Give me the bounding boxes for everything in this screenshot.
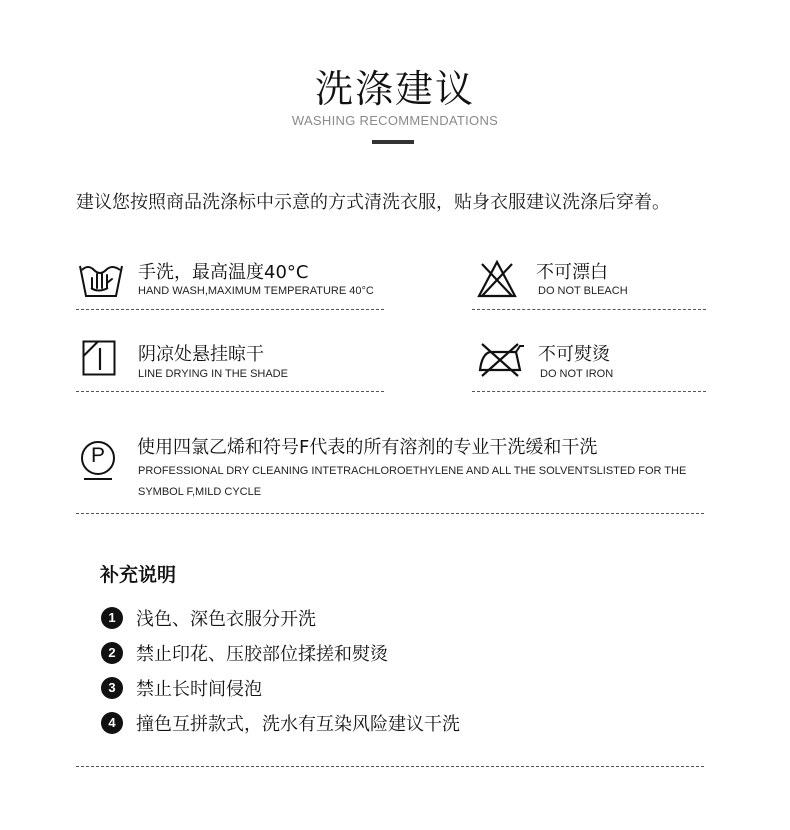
list-item-text: 撞色互拼款式，洗水有互染风险建议干洗 <box>136 714 460 735</box>
dashed-divider <box>76 391 384 392</box>
no-bleach-label: 不可漂白 <box>536 262 608 283</box>
no-iron-label: 不可熨烫 <box>538 344 610 365</box>
dry-clean-symbol: P <box>90 444 105 467</box>
list-item-text: 禁止印花、压胶部位揉搓和熨烫 <box>136 644 388 665</box>
dry-clean-label-en-line1: PROFESSIONAL DRY CLEANING INTETRACHLOROETHYLENE AND ALL THE SOLVENTSLISTED FOR THE <box>138 465 687 477</box>
title-underline-divider <box>372 140 414 144</box>
dashed-divider <box>76 766 704 767</box>
dry-clean-label-en-line2: SYMBOL F,MILD CYCLE <box>138 486 262 498</box>
number-badge: 1 <box>101 607 123 629</box>
hand-wash-label-en: HAND WASH,MAXIMUM TEMPERATURE 40°C <box>138 285 374 297</box>
hand-wash-label: 手洗，最高温度40°C <box>138 262 309 283</box>
number-badge: 4 <box>101 712 123 734</box>
dry-clean-p-icon <box>80 440 116 476</box>
dashed-divider <box>76 513 704 514</box>
no-iron-icon <box>476 340 524 378</box>
dry-clean-label: 使用四氯乙烯和符号F代表的所有溶剂的专业干洗缓和干洗 <box>137 437 598 458</box>
intro-text: 建议您按照商品洗涤标中示意的方式清洗衣服，贴身衣服建议洗涤后穿着。 <box>76 192 670 213</box>
no-bleach-icon <box>476 258 518 300</box>
page-title: 洗涤建议 <box>314 67 475 111</box>
no-iron-label-en: DO NOT IRON <box>540 368 614 380</box>
dashed-divider <box>472 391 706 392</box>
page-subtitle: WASHING RECOMMENDATIONS <box>291 113 499 128</box>
line-dry-shade-icon <box>82 340 116 376</box>
line-dry-shade-label-en: LINE DRYING IN THE SHADE <box>138 368 288 380</box>
supplement-title: 补充说明 <box>100 564 177 586</box>
no-bleach-label-en: DO NOT BLEACH <box>538 285 628 297</box>
dashed-divider <box>472 309 706 310</box>
list-item-text: 禁止长时间侵泡 <box>136 679 262 700</box>
dashed-divider <box>76 309 384 310</box>
number-badge: 3 <box>101 677 123 699</box>
line-dry-shade-label: 阴凉处悬挂晾干 <box>138 344 264 365</box>
hand-wash-icon <box>78 258 124 302</box>
number-badge: 2 <box>101 642 123 664</box>
list-item-text: 浅色、深色衣服分开洗 <box>136 609 316 630</box>
